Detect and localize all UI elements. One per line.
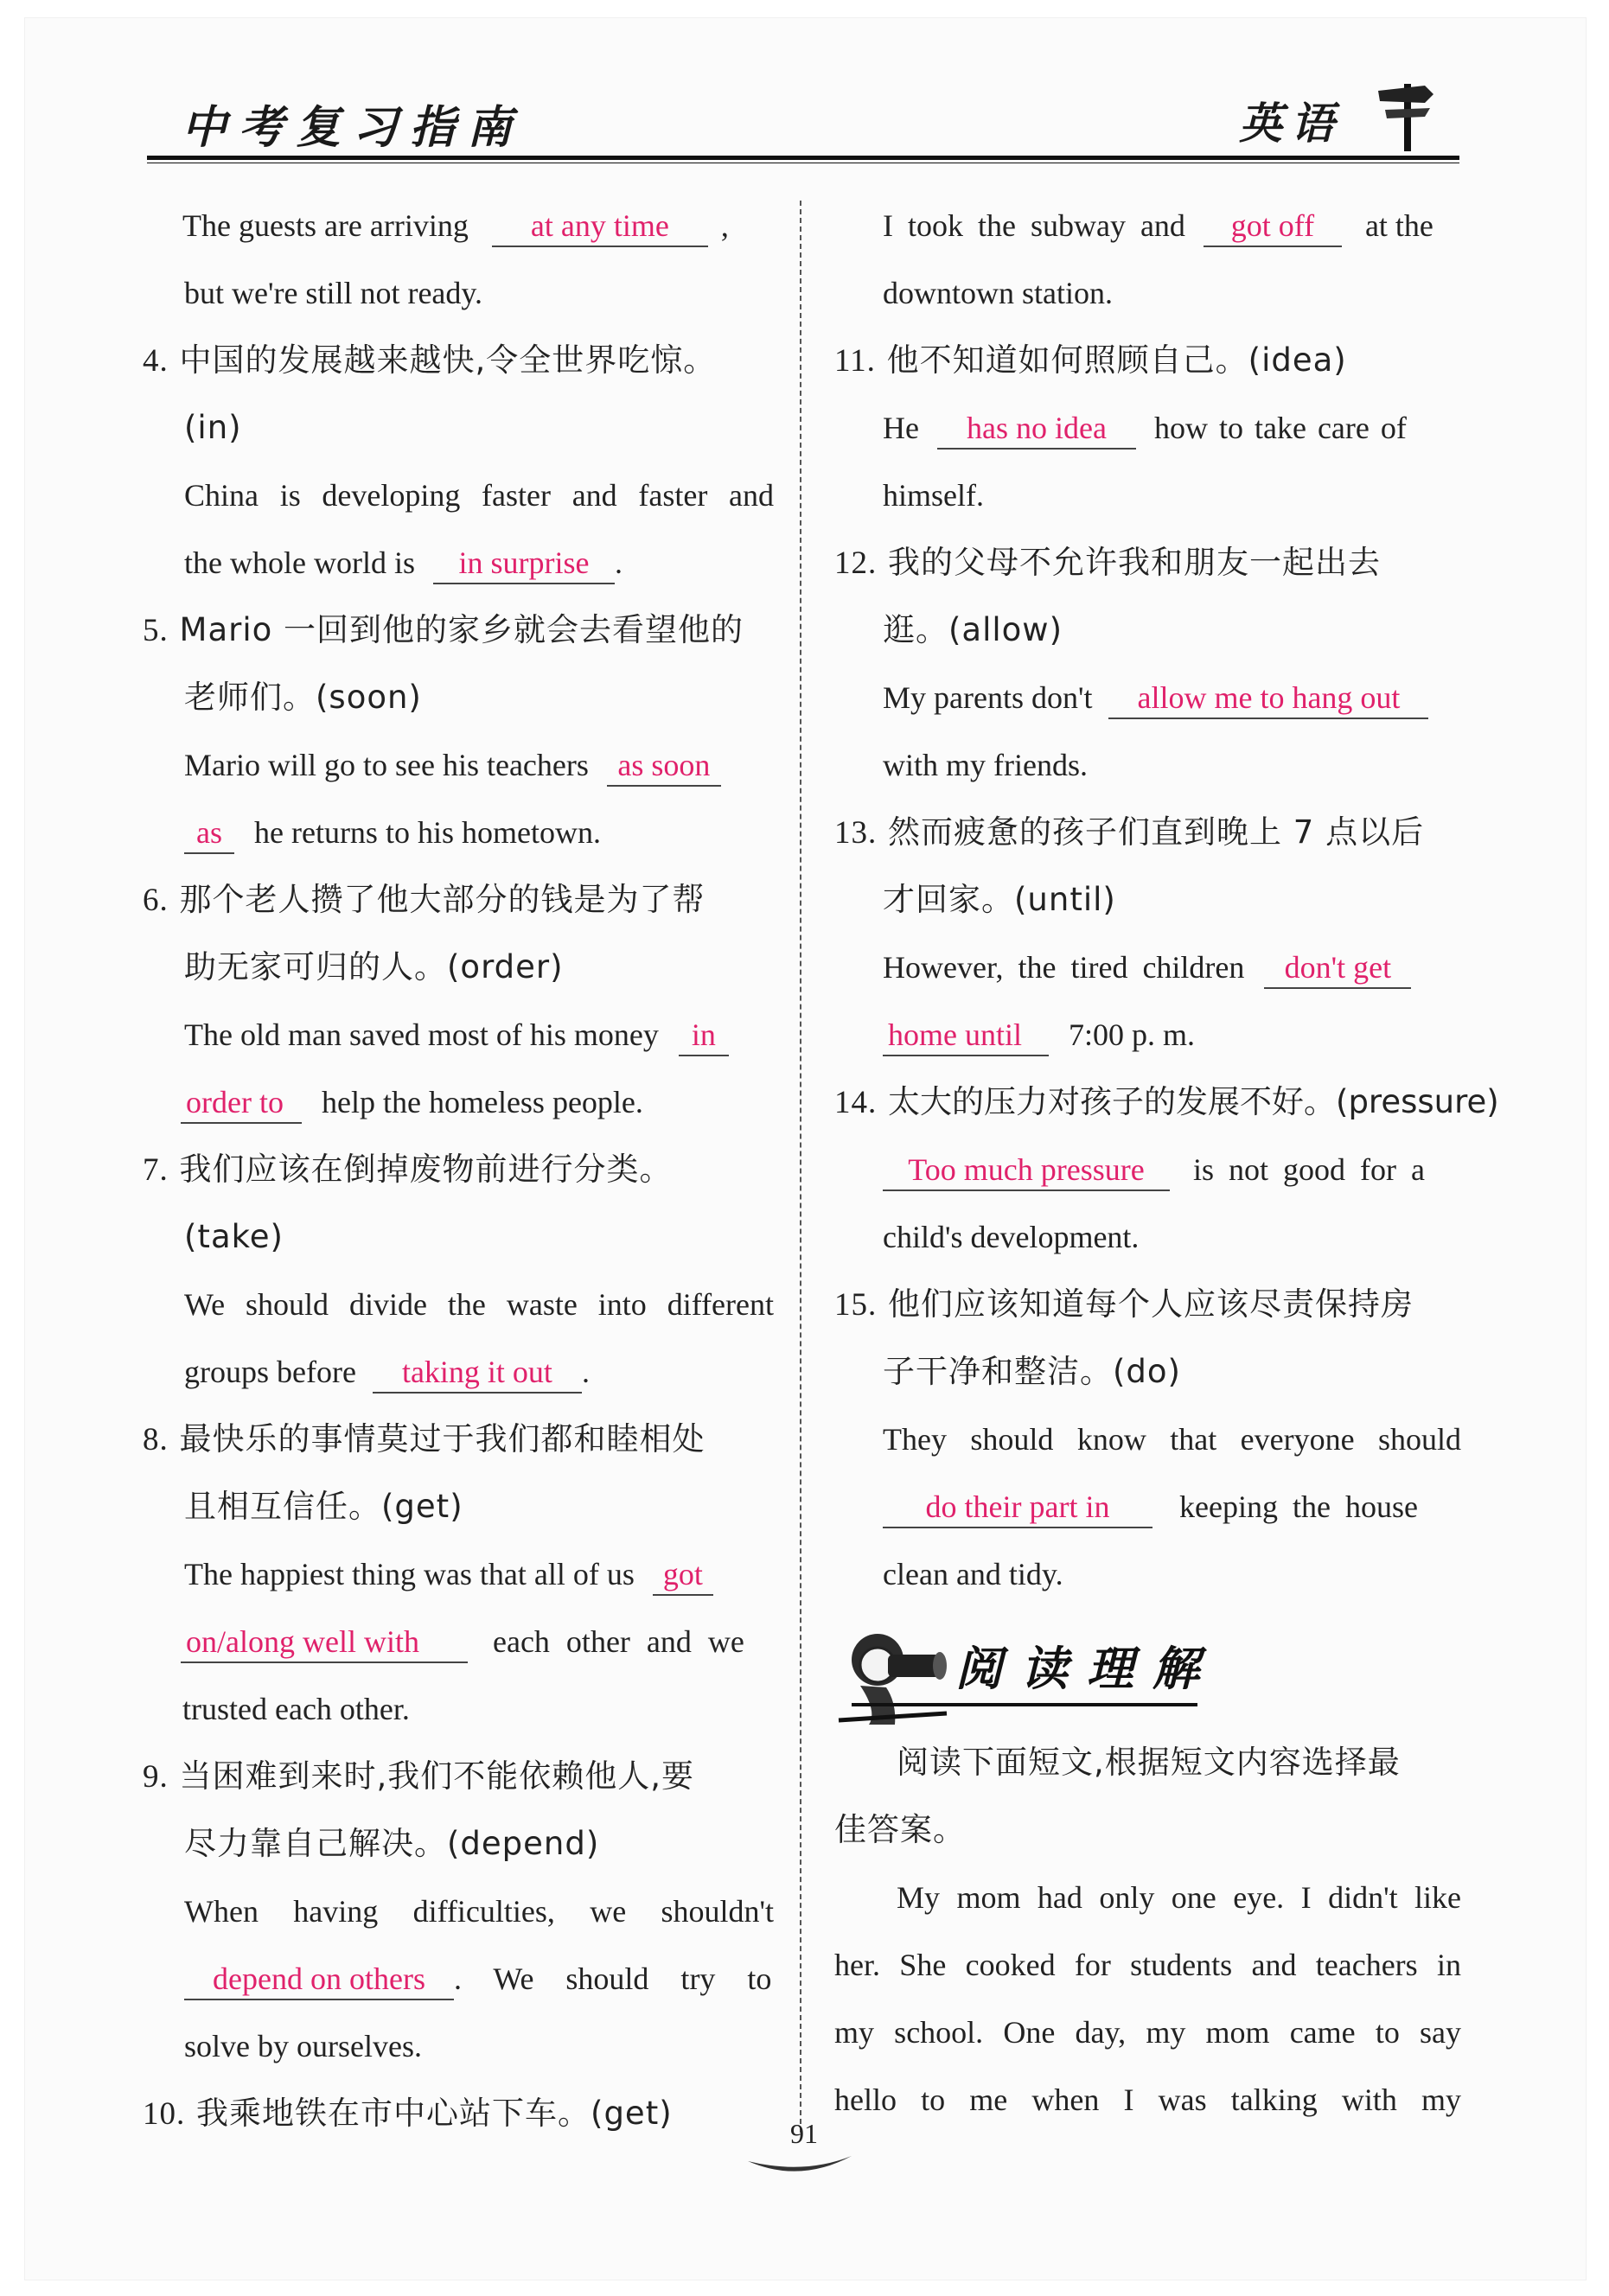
- english-sentence: [143, 1945, 774, 2012]
- sentence-text: ,: [720, 208, 729, 243]
- english-sentence: [834, 1001, 1461, 1068]
- sentence-text: . We should try to: [454, 1961, 772, 1996]
- question-10: [143, 2080, 774, 2147]
- answer-blank: don't get: [1264, 947, 1411, 989]
- sentence-text: My parents don't: [883, 680, 1093, 715]
- sentence-text: .: [614, 545, 623, 580]
- reading-instruction-cont: 佳答案。: [834, 1811, 966, 1848]
- answer-blank: on/along well with: [181, 1622, 468, 1663]
- answer-blank: got: [653, 1554, 713, 1596]
- sentence-text: keeping the house: [1179, 1489, 1418, 1524]
- english-sentence: [143, 799, 774, 866]
- text-line: [143, 192, 774, 259]
- chinese-prompt: 那个老人攒了他大部分的钱是为了帮: [179, 881, 706, 918]
- sentence-text: Mario will go to see his teachers: [184, 748, 589, 782]
- page-number: 91: [790, 2118, 818, 2149]
- english-sentence: with my friends.: [883, 748, 1088, 782]
- question-number: 14.: [834, 1085, 878, 1120]
- english-sentence: [143, 1068, 774, 1136]
- question-5: [143, 596, 774, 664]
- chinese-prompt: 当困难到来时,我们不能依赖他人,要: [179, 1757, 695, 1795]
- answer-blank: do their part in: [883, 1487, 1152, 1528]
- right-column: [834, 192, 1499, 2133]
- question-number: 10.: [143, 2096, 186, 2132]
- question-number: 9.: [143, 1759, 169, 1795]
- english-sentence: solve by ourselves.: [184, 2029, 422, 2063]
- english-sentence: [834, 192, 1461, 259]
- english-sentence: [143, 1608, 774, 1675]
- sentence-text: The guests are arriving: [182, 208, 469, 243]
- passage-line: hello to me when I was talking with my: [834, 2082, 1461, 2117]
- english-sentence: child's development.: [883, 1220, 1140, 1254]
- question-14: [834, 1068, 1499, 1136]
- question-number: 6.: [143, 883, 169, 918]
- chinese-prompt: 太大的压力对孩子的发展不好。(pressure): [888, 1083, 1499, 1120]
- sentence-text: help the homeless people.: [322, 1085, 643, 1119]
- sentence-text: 7:00 p. m.: [1069, 1017, 1196, 1052]
- chinese-prompt: 我的父母不允许我和朋友一起出去: [888, 544, 1382, 581]
- chinese-prompt-cont: 尽力靠自己解决。(depend): [184, 1825, 600, 1862]
- reading-section-header: [834, 1608, 1461, 1729]
- sentence-text: each other and we: [493, 1624, 744, 1659]
- page-number-swoosh: [744, 2144, 856, 2178]
- answer-blank: depend on others: [184, 1959, 454, 2000]
- sentence-text: I took the subway and: [883, 208, 1185, 243]
- chinese-prompt-cont: (in): [184, 409, 242, 446]
- question-12: [834, 529, 1461, 596]
- answer-blank: has no idea: [937, 408, 1136, 450]
- question-8: [143, 1406, 774, 1473]
- passage-line: My mom had only one eye. I didn't like: [897, 1880, 1461, 1915]
- answer-blank: at any time: [492, 206, 708, 247]
- column-divider: [800, 201, 801, 2133]
- reading-title-underline: [852, 1703, 1197, 1706]
- chinese-prompt: 然而疲惫的孩子们直到晚上 7 点以后: [888, 813, 1425, 851]
- answer-blank: allow me to hang out: [1108, 678, 1428, 719]
- question-6: [143, 866, 774, 934]
- left-column: [143, 192, 774, 2147]
- english-sentence: [143, 1540, 774, 1608]
- answer-blank: in: [679, 1015, 729, 1056]
- chinese-prompt-cont: 且相互信任。(get): [184, 1488, 463, 1525]
- english-sentence: clean and tidy.: [883, 1557, 1063, 1591]
- english-sentence: [143, 529, 774, 596]
- book-title: 中考复习指南: [182, 102, 525, 154]
- question-11: [834, 327, 1461, 394]
- reading-title: 阅读理解: [955, 1642, 1218, 1696]
- english-sentence: [834, 394, 1461, 462]
- sentence-text: The old man saved most of his money: [184, 1017, 659, 1052]
- chinese-prompt-cont: 才回家。(until): [883, 881, 1116, 918]
- question-number: 12.: [834, 545, 878, 581]
- sentence-text: is not good for a: [1193, 1152, 1425, 1187]
- telescope-kid-icon: [834, 1617, 955, 1729]
- answer-blank: Too much pressure: [883, 1150, 1170, 1191]
- chinese-prompt-cont: (take): [184, 1218, 284, 1255]
- question-15: [834, 1271, 1461, 1338]
- answer-blank: as soon: [607, 745, 721, 787]
- chinese-prompt-cont: 老师们。(soon): [184, 679, 422, 716]
- sentence-text: he returns to his hometown.: [254, 815, 601, 850]
- header-rule: [147, 156, 1459, 160]
- chinese-prompt: 他们应该知道每个人应该尽责保持房: [888, 1285, 1414, 1323]
- sentence-text: the whole world is: [184, 545, 415, 580]
- chinese-prompt: 我们应该在倒掉废物前进行分类。: [179, 1151, 673, 1188]
- answer-blank: order to: [181, 1082, 302, 1124]
- chinese-prompt-cont: 逛。(allow): [883, 611, 1063, 648]
- english-sentence: trusted each other.: [182, 1692, 410, 1726]
- chinese-prompt: Mario 一回到他的家乡就会去看望他的: [179, 611, 744, 648]
- passage-line: my school. One day, my mom came to say: [834, 2015, 1461, 2050]
- sentence-text: The happiest thing was that all of us: [184, 1557, 635, 1591]
- answer-blank: home until: [883, 1015, 1049, 1056]
- answer-blank: got off: [1204, 206, 1342, 247]
- english-sentence: We should divide the waste into different: [184, 1287, 774, 1322]
- chinese-prompt: 我乘地铁在市中心站下车。(get): [196, 2095, 673, 2132]
- english-sentence: When having difficulties, we shouldn't: [184, 1894, 774, 1929]
- passage-line: her. She cooked for students and teachers in: [834, 1948, 1461, 1982]
- english-sentence: [143, 731, 774, 799]
- sentence-text: .: [581, 1355, 590, 1389]
- english-sentence: [834, 664, 1461, 731]
- chinese-prompt-cont: 子干净和整洁。(do): [883, 1353, 1181, 1390]
- subject-title: 英语: [1239, 99, 1343, 149]
- question-number: 15.: [834, 1287, 878, 1323]
- question-number: 13.: [834, 815, 878, 851]
- chinese-prompt: 他不知道如何照顾自己。(idea): [886, 341, 1347, 379]
- chinese-prompt: 中国的发展越来越快,令全世界吃惊。: [179, 341, 717, 379]
- question-7: [143, 1136, 774, 1203]
- question-number: 11.: [834, 343, 876, 379]
- sentence-text: He: [883, 411, 919, 445]
- question-number: 5.: [143, 613, 169, 648]
- english-sentence: [143, 1001, 774, 1068]
- question-number: 4.: [143, 343, 169, 379]
- sentence-text: However, the tired children: [883, 950, 1245, 985]
- question-number: 7.: [143, 1152, 169, 1188]
- english-sentence: [834, 934, 1461, 1001]
- sentence-text: how to take care of: [1153, 411, 1407, 445]
- english-sentence: They should know that everyone should: [883, 1422, 1461, 1457]
- question-9: [143, 1743, 774, 1810]
- page-header: [147, 82, 1459, 160]
- question-4: [143, 327, 774, 394]
- question-number: 8.: [143, 1422, 169, 1457]
- reading-instruction: 阅读下面短文,根据短文内容选择最: [897, 1744, 1401, 1781]
- english-sentence: [834, 1473, 1461, 1540]
- text-line: but we're still not ready.: [184, 276, 483, 310]
- english-sentence: downtown station.: [883, 276, 1113, 310]
- chinese-prompt-cont: 助无家可归的人。(order): [184, 948, 564, 985]
- answer-blank: taking it out: [373, 1352, 582, 1394]
- signpost-icon: [1373, 75, 1442, 153]
- english-sentence: [143, 1338, 774, 1406]
- answer-blank: in surprise: [433, 543, 615, 584]
- english-sentence: China is developing faster and faster and: [184, 478, 774, 513]
- sentence-text: groups before: [184, 1355, 356, 1389]
- sentence-text: at the: [1364, 208, 1433, 243]
- chinese-prompt: 最快乐的事情莫过于我们都和睦相处: [179, 1420, 706, 1457]
- question-13: [834, 799, 1461, 866]
- answer-blank: as: [184, 813, 234, 854]
- english-sentence: [834, 1136, 1461, 1203]
- english-sentence: himself.: [883, 478, 984, 513]
